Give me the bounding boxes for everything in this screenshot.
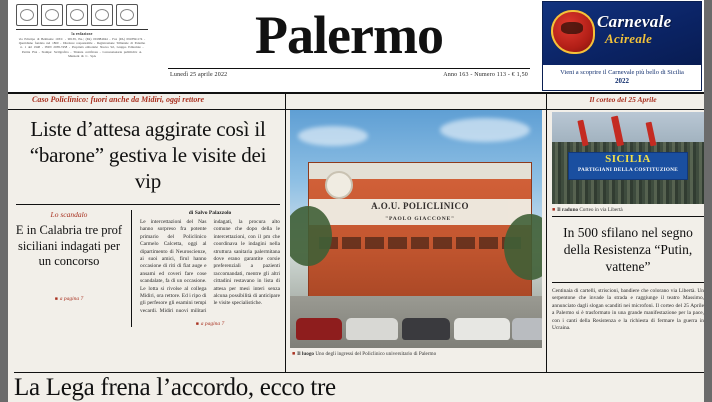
hospital-photo (290, 110, 542, 348)
building-signage (309, 199, 531, 225)
parked-car (402, 318, 450, 340)
center-photo-block (290, 110, 542, 358)
masthead-center (158, 0, 540, 92)
award-seal-icon (16, 4, 38, 26)
right-column (552, 112, 704, 332)
right-photo-caption (552, 204, 704, 217)
window (433, 237, 452, 249)
cloud-shape (440, 118, 530, 142)
article-page-ref[interactable] (140, 321, 280, 327)
award-seal-icon (116, 4, 138, 26)
parked-car (346, 318, 398, 340)
window (365, 237, 384, 249)
promo-year: 2022 (615, 77, 629, 85)
signage-line-2: "PAOLO GIACCONE" (385, 216, 455, 222)
promo-title-line1: Carnevale (597, 12, 672, 31)
article-page-ref-label: a pagina 7 (200, 321, 225, 328)
photo-sky (552, 112, 704, 146)
masthead-subline (158, 69, 540, 78)
bottom-headline[interactable]: La Lega frena l’accordo, ecco tre (14, 374, 336, 401)
masthead-colophon-block (14, 2, 150, 58)
promo-title-line2: Acireale (605, 31, 653, 46)
bullet-square-icon: ■ (195, 322, 199, 328)
promo-footer-text: Vieni a scoprire il Carnevale più bello di Sicilia (560, 69, 684, 76)
bullet-square-icon: ■ (54, 296, 58, 302)
lead-headline[interactable]: Liste d’attesa aggirate così il “barone” gestiva le visite dei vip (29, 117, 267, 193)
hospital-seal-icon (325, 171, 353, 199)
window (479, 237, 498, 249)
newspaper-title: Palermo (255, 5, 443, 65)
award-seal-icon (91, 4, 113, 26)
kicker-right: Il corteo del 25 Aprile (589, 95, 657, 104)
bullet-square-icon: ■ (292, 351, 296, 357)
protest-photo (552, 112, 704, 204)
colophon-divider (16, 29, 148, 30)
secondary-page-ref[interactable] (14, 296, 124, 302)
secondary-headline[interactable]: E in Calabria tre prof siciliani indagati per un concorso (15, 223, 123, 268)
left-column (14, 112, 282, 327)
secondary-section (14, 210, 282, 327)
carnival-mask-icon (551, 10, 595, 54)
secondary-page-ref-label: a pagina 7 (59, 295, 84, 302)
right-caption-text: Corteo in via Libertà (579, 207, 623, 213)
window (456, 237, 475, 249)
masthead (8, 0, 704, 94)
column-divider-left (285, 94, 286, 372)
signage-line-1: A.O.U. POLICLINICO (371, 201, 469, 211)
secondary-kicker: Lo scandalo (50, 210, 88, 219)
hospital-building (308, 162, 532, 304)
parked-car (512, 318, 542, 340)
page-gutter-right (704, 0, 712, 402)
protest-banner (568, 152, 688, 180)
kicker-bar (8, 94, 704, 110)
colophon-title: la redazione (71, 32, 93, 36)
right-divider (552, 282, 704, 283)
column-divider-right (546, 94, 547, 372)
window (388, 237, 407, 249)
bottom-divider (14, 372, 704, 373)
award-seal-icon (41, 4, 63, 26)
colophon-text: via Principe di Belmonte 103/C - 90139, PA.; (PA) 091884944 - Fax (PA) 0918591174 - Quotidiano fondato nel 1860 - Direttore responsabile - Registrazione Tribunale di Palermo n. 1 del 1948 - ISSN 2038-7458 - Proprietà editoriale: Nuova Srl, Gruppo Editoriale - Partita IVA - Stampa: Sicilgrafica - Tiratura certificata - Concessionaria pubblicità: A. Manzoni & C. SpA (18, 37, 146, 58)
window (342, 237, 361, 249)
masthead-price: Anno 163 - Numero 113 - € 1,50 (443, 72, 528, 78)
right-body: Centinaia di cartelli, striscioni, bandiere che colorano via Libertà. Un serpentone che invade la strada e raggiunge il teatro Massimo, annunciato dagli slogan scanditi nei microfoni. Il corteo del 25 Aprile a Palermo si è trasformato in una grande manifestazione per la pace, con i canti della Resistenza e la richiesta di fermare la guerra in Ucraina. (552, 288, 704, 332)
article-byline: di Salvo Palazzolo (188, 210, 232, 216)
cloud-shape (298, 126, 368, 146)
award-logos (14, 2, 150, 27)
photo-caption-text: Uno degli ingressi del Policlinico universitario di Palermo (315, 351, 437, 357)
article-body: Le intercettazioni del Nas hanno sorpreso fra potente primario del Policlinico Carmelo Calcetta, oggi al dipartimento di Neuroscienze, ai suoi amici, firul hanno occasione di riti di fiat auge e ansami ed coveri fare cose scandalate, fa di un occasione. Le lotta si rivolse al collega Midiri, ora rettore. Ed i ripo di gli perfesore gli esamini tempi vecardi. Midiri nuovi militari indagati, la procura alto comune che dopo della le intercettazioni, con il pm che coordinava le indagini nella struttura sanitaria palermitana dove erano garantite corsie preferenziali a pazienti raccomandati, mentre gli altri cittadini restavano in lista di attesa per mesi interi senza alcuna possibilità di anticipare le visite specialistiche. (140, 219, 280, 314)
parked-car (454, 318, 510, 340)
photo-caption (290, 348, 542, 358)
right-headline[interactable]: In 500 sfilano nel segno della Resistenza “Putin, vattene” (563, 225, 693, 274)
banner-main-text: SICILIA (605, 153, 651, 165)
lead-divider (16, 204, 280, 205)
page-gutter-left (0, 0, 8, 402)
signage-text (309, 199, 531, 226)
secondary-article (14, 210, 132, 327)
parked-car (296, 318, 342, 340)
kicker-left: Caso Policlinico: fuori anche da Midiri, oggi rettore (32, 95, 205, 104)
promo-footer (543, 65, 701, 90)
photo-caption-lead: Il luogo (297, 351, 315, 357)
award-seal-icon (66, 4, 88, 26)
right-caption-lead: Il raduno (557, 207, 579, 213)
banner-sub-text: PARTIGIANI DELLA COSTITUZIONE (577, 167, 679, 173)
lead-article-body-block (132, 210, 280, 327)
building-windows (319, 237, 521, 249)
masthead-date: Lunedì 25 aprile 2022 (170, 72, 228, 78)
window (411, 237, 430, 249)
promo-advert[interactable] (542, 1, 702, 91)
bullet-square-icon: ■ (552, 207, 556, 213)
